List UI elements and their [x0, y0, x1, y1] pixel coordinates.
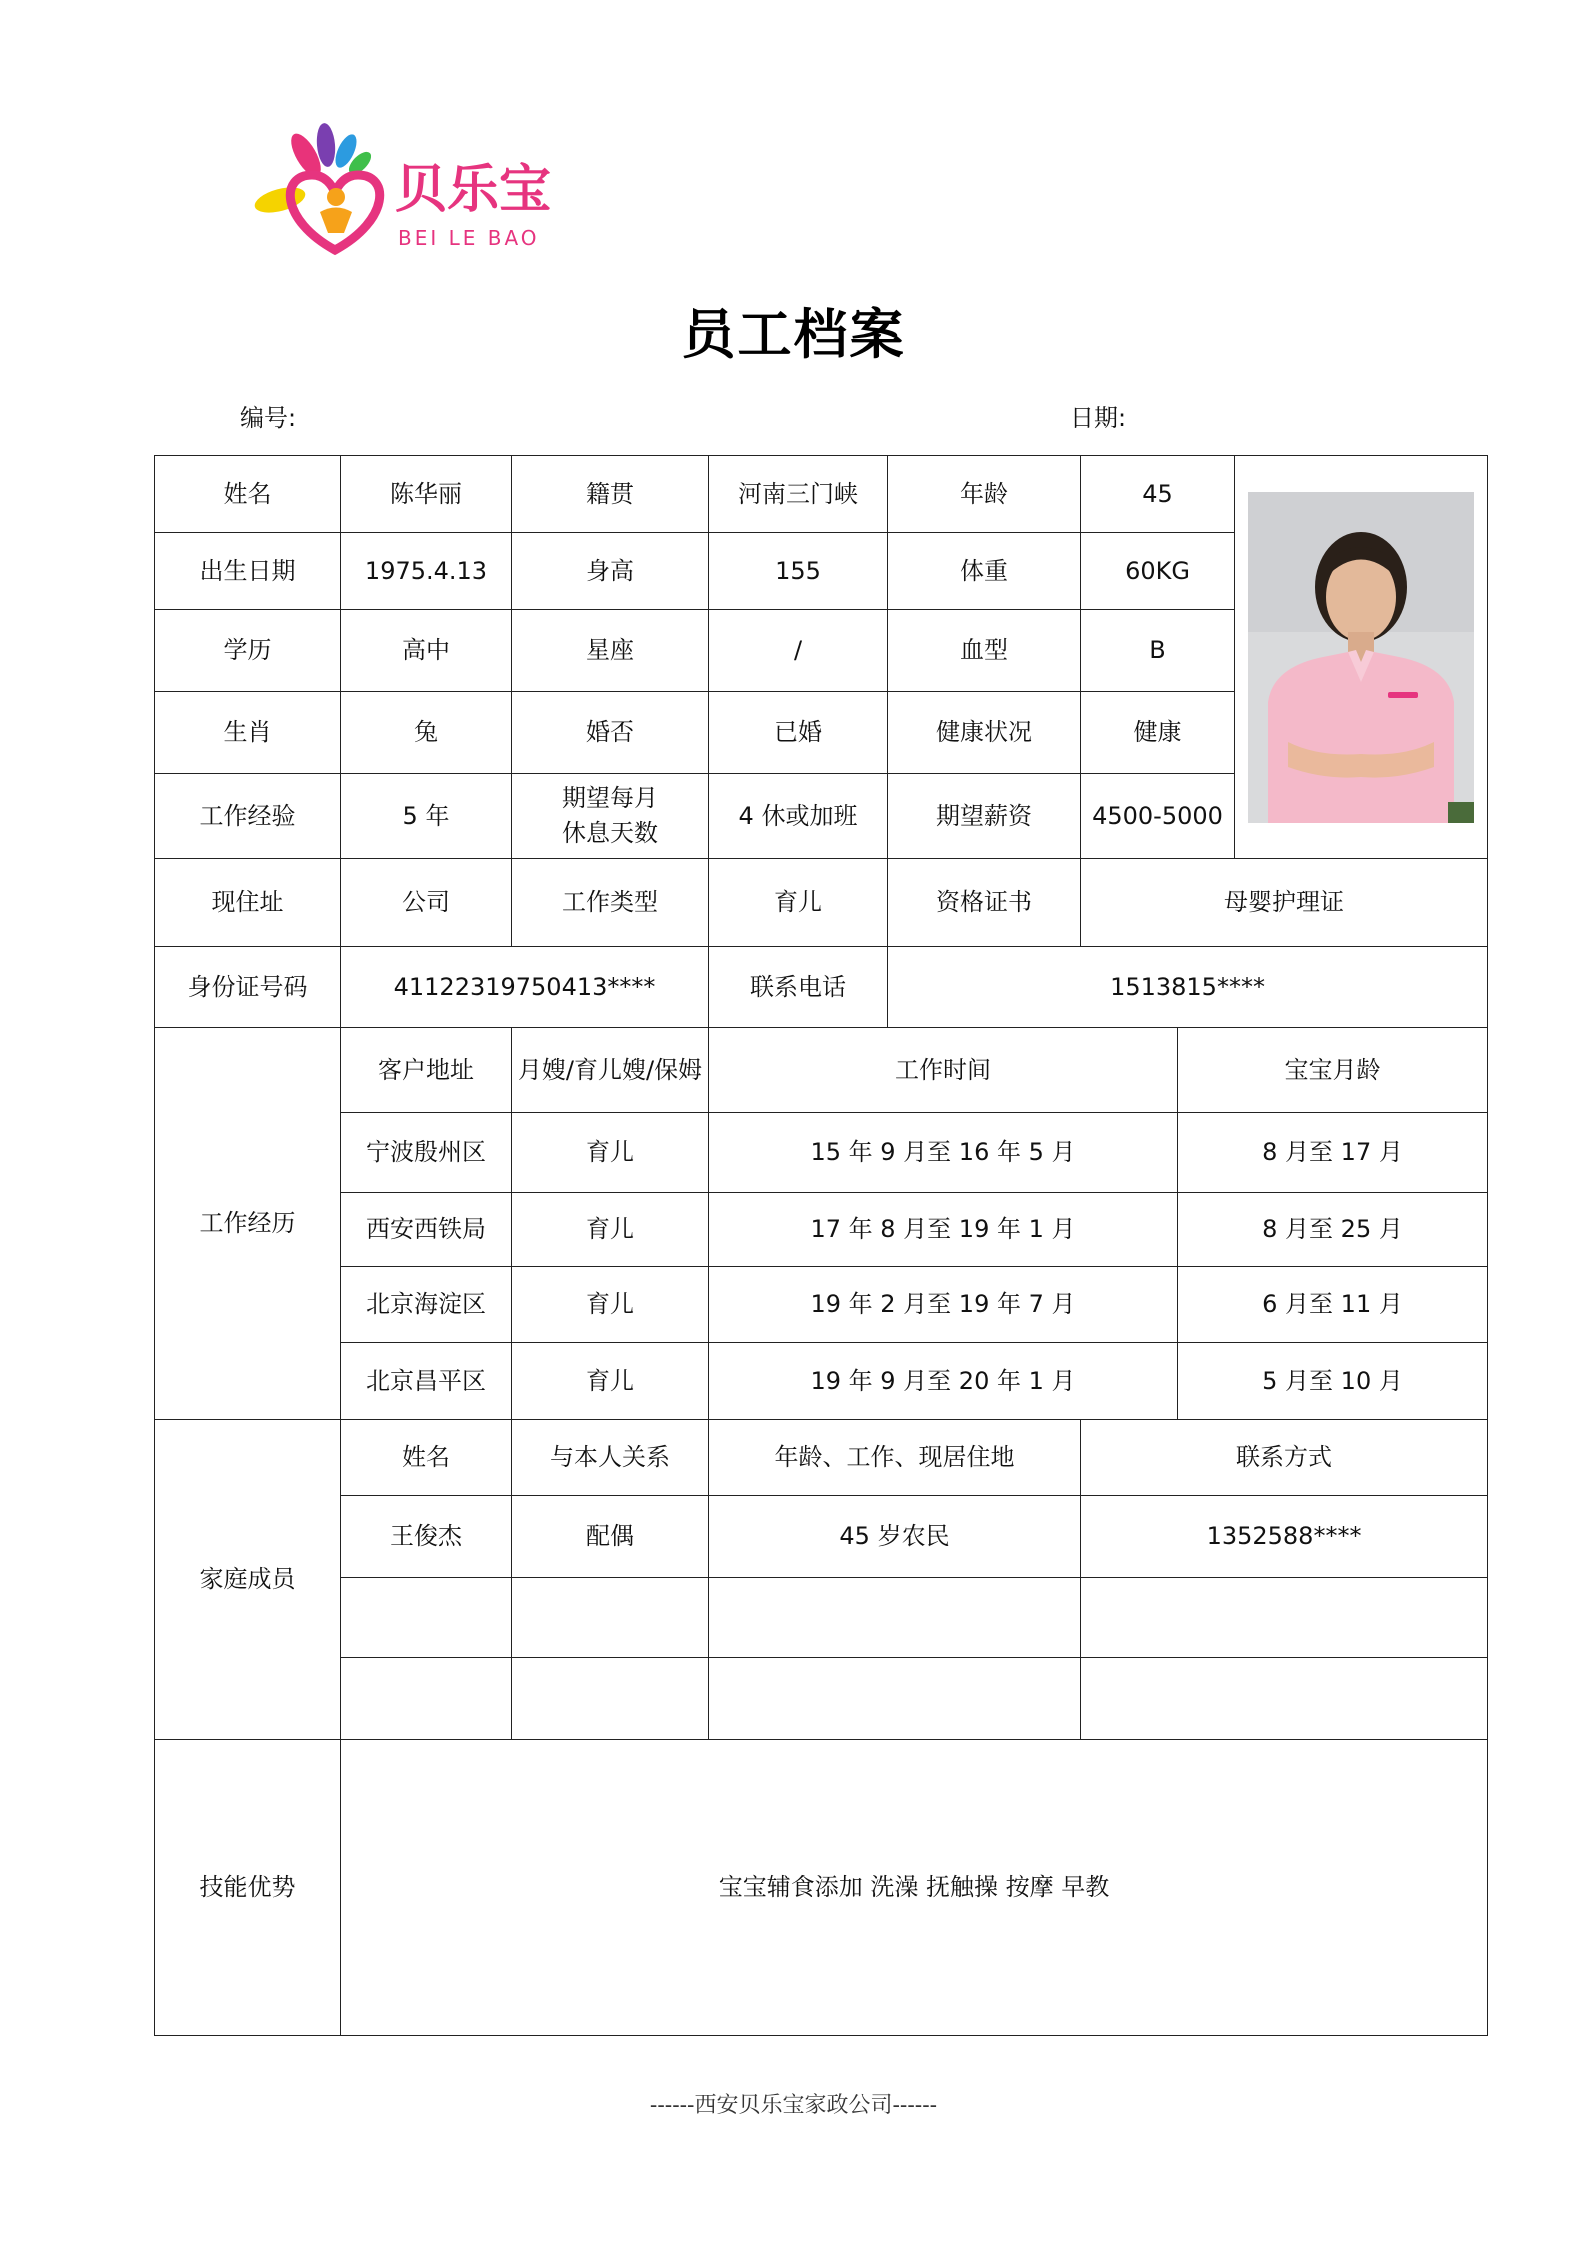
logo-name: 贝乐宝 [395, 160, 552, 220]
rest-days-label-line1: 期望每月 [562, 784, 658, 813]
work-header-period: 工作时间 [709, 1028, 1178, 1113]
birth-label: 出生日期 [155, 533, 341, 610]
skills-label: 技能优势 [155, 1740, 341, 2036]
family-name-empty [341, 1658, 512, 1740]
family-info-empty [709, 1578, 1081, 1658]
salary-value: 4500-5000 [1081, 774, 1235, 859]
work-period: 19 年 2 月至 19 年 7 月 [709, 1267, 1178, 1343]
name-value: 陈华丽 [341, 456, 512, 533]
worktype-label: 工作类型 [512, 859, 709, 947]
address-label: 现住址 [155, 859, 341, 947]
work-history-label: 工作经历 [155, 1028, 341, 1420]
phone-label: 联系电话 [709, 947, 888, 1028]
family-relation-empty [512, 1658, 709, 1740]
work-header-type: 月嫂/育儿嫂/保姆 [512, 1028, 709, 1113]
health-value: 健康 [1081, 692, 1235, 774]
work-address: 北京海淀区 [341, 1267, 512, 1343]
id-value: 41122319750413**** [341, 947, 709, 1028]
work-baby-age: 8 月至 17 月 [1178, 1113, 1488, 1193]
employee-photo [1248, 492, 1474, 823]
table-row [155, 1113, 1488, 1193]
experience-value: 5 年 [341, 774, 512, 859]
work-period: 15 年 9 月至 16 年 5 月 [709, 1113, 1178, 1193]
family-header-info: 年龄、工作、现居住地 [709, 1420, 1081, 1496]
family-header-contact: 联系方式 [1081, 1420, 1488, 1496]
work-address: 西安西铁局 [341, 1193, 512, 1267]
work-address: 北京昌平区 [341, 1343, 512, 1420]
work-baby-age: 5 月至 10 月 [1178, 1343, 1488, 1420]
zodiac-label: 星座 [512, 610, 709, 692]
weight-label: 体重 [888, 533, 1081, 610]
work-period: 19 年 9 月至 20 年 1 月 [709, 1343, 1178, 1420]
cert-label: 资格证书 [888, 859, 1081, 947]
family-contact: 1352588**** [1081, 1496, 1488, 1578]
family-name: 王俊杰 [341, 1496, 512, 1578]
edu-value: 高中 [341, 610, 512, 692]
zodiac-value: / [709, 610, 888, 692]
employee-profile-table [154, 455, 1488, 2036]
table-row [155, 1578, 1488, 1658]
work-baby-age: 8 月至 25 月 [1178, 1193, 1488, 1267]
blood-label: 血型 [888, 610, 1081, 692]
family-relation: 配偶 [512, 1496, 709, 1578]
work-baby-age: 6 月至 11 月 [1178, 1267, 1488, 1343]
age-label: 年龄 [888, 456, 1081, 533]
marital-label: 婚否 [512, 692, 709, 774]
footer-company: ------西安贝乐宝家政公司------ [649, 2093, 938, 2118]
table-row [155, 1496, 1488, 1578]
salary-label: 期望薪资 [888, 774, 1081, 859]
rest-days-label [512, 774, 709, 859]
page-title: 员工档案 [681, 303, 906, 366]
work-type: 育儿 [512, 1343, 709, 1420]
edu-label: 学历 [155, 610, 341, 692]
origin-label: 籍贯 [512, 456, 709, 533]
family-relation-empty [512, 1578, 709, 1658]
family-contact-empty [1081, 1658, 1488, 1740]
date-label: 日期: [1070, 404, 1127, 432]
work-type: 育儿 [512, 1193, 709, 1267]
animal-label: 生肖 [155, 692, 341, 774]
animal-value: 兔 [341, 692, 512, 774]
id-label: 身份证号码 [155, 947, 341, 1028]
company-logo [240, 115, 580, 265]
table-row [155, 1193, 1488, 1267]
work-type: 育儿 [512, 1113, 709, 1193]
height-label: 身高 [512, 533, 709, 610]
worktype-value: 育儿 [709, 859, 888, 947]
health-label: 健康状况 [888, 692, 1081, 774]
table-row [155, 1343, 1488, 1420]
family-header-name: 姓名 [341, 1420, 512, 1496]
experience-label: 工作经验 [155, 774, 341, 859]
phone-value: 1513815**** [888, 947, 1488, 1028]
height-value: 155 [709, 533, 888, 610]
address-value: 公司 [341, 859, 512, 947]
photo-cell [1235, 456, 1488, 859]
number-label: 编号: [240, 404, 297, 432]
family-header-relation: 与本人关系 [512, 1420, 709, 1496]
work-header-address: 客户地址 [341, 1028, 512, 1113]
work-period: 17 年 8 月至 19 年 1 月 [709, 1193, 1178, 1267]
weight-value: 60KG [1081, 533, 1235, 610]
rest-days-label-line2: 休息天数 [562, 819, 658, 847]
table-row [155, 1658, 1488, 1740]
rest-days-value: 4 休或加班 [709, 774, 888, 859]
family-name-empty [341, 1578, 512, 1658]
birth-value: 1975.4.13 [341, 533, 512, 610]
family-info: 45 岁农民 [709, 1496, 1081, 1578]
family-info-empty [709, 1658, 1081, 1740]
blood-value: B [1081, 610, 1235, 692]
age-value: 45 [1081, 456, 1235, 533]
skills-value: 宝宝辅食添加 洗澡 抚触操 按摩 早教 [341, 1740, 1488, 2036]
origin-value: 河南三门峡 [709, 456, 888, 533]
family-label: 家庭成员 [155, 1420, 341, 1740]
work-header-baby-age: 宝宝月龄 [1178, 1028, 1488, 1113]
work-type: 育儿 [512, 1267, 709, 1343]
marital-value: 已婚 [709, 692, 888, 774]
logo-subtitle: BEI LE BAO [398, 226, 540, 250]
name-label: 姓名 [155, 456, 341, 533]
cert-value: 母婴护理证 [1081, 859, 1488, 947]
table-row [155, 1267, 1488, 1343]
work-address: 宁波殷州区 [341, 1113, 512, 1193]
family-contact-empty [1081, 1578, 1488, 1658]
